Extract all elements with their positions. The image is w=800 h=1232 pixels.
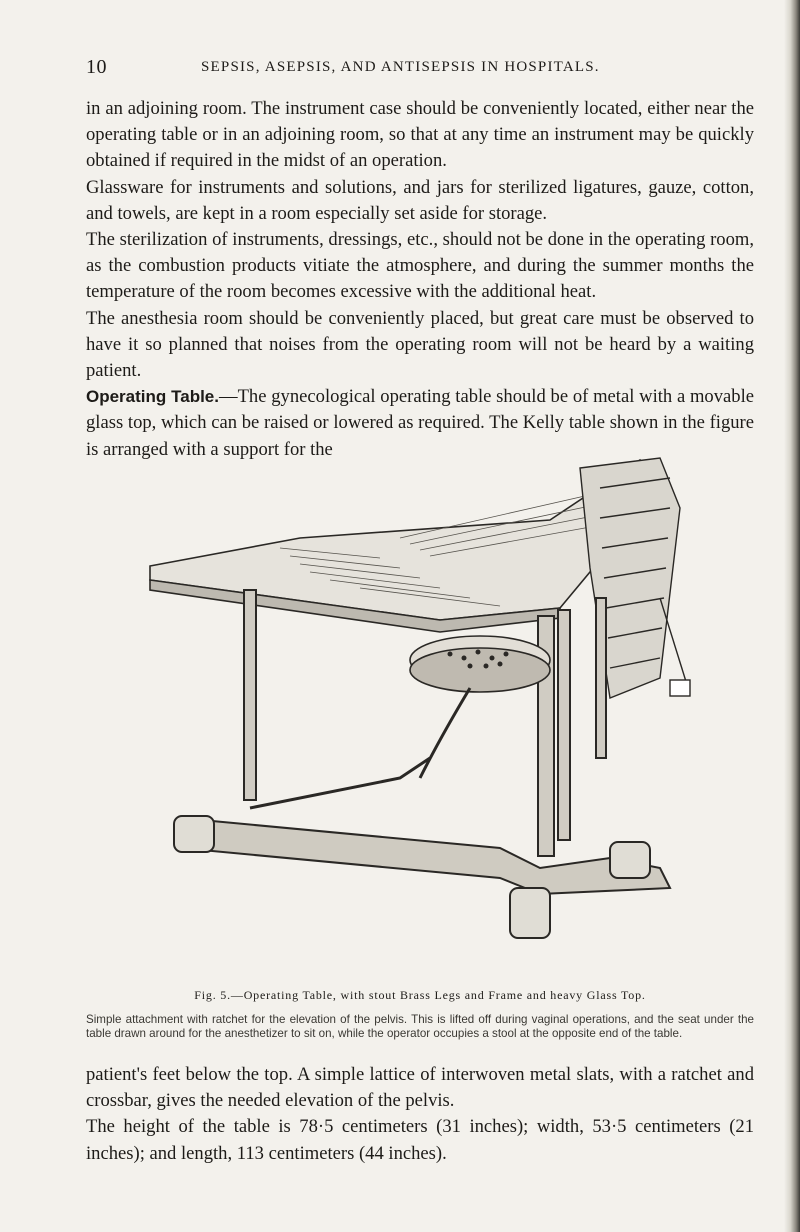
running-head: SEPSIS, ASEPSIS, AND ANTISEPSIS IN HOSPITALS. bbox=[201, 59, 600, 75]
body-text-bottom bbox=[86, 1062, 754, 1167]
paragraph-text: —The gynecological operating table should be of metal with a movable glass top, which can be raised or lowered as required. The Kelly table shown in the figure is arranged with a support for the bbox=[86, 386, 754, 460]
body-text-top bbox=[86, 96, 754, 463]
paragraph: in an adjoining room. The instrument case should be conveniently located, either near the operating table or in an adjoining room, so that at any time an instrument may be quickly obtained if required in the midst of an operation. bbox=[86, 98, 754, 172]
figure-caption bbox=[86, 988, 754, 1041]
stool bbox=[410, 636, 550, 778]
page-header bbox=[86, 56, 754, 86]
paragraph: The anesthesia room should be conveniently placed, but great care must be observed to have it so planned that noises from the operating room will not be heard by a waiting patient. bbox=[86, 307, 754, 382]
paragraph: patient's feet below the top. A simple lattice of interwoven metal slats, with a ratchet and crossbar, gives the needed elevation of the pelvis. bbox=[86, 1064, 754, 1112]
paragraph: The height of the table is 78·5 centimeters (31 inches); width, 53·5 centimeters (21 inches); and length, 113 centimeters (44 inches). bbox=[86, 1116, 754, 1164]
caption-title: Fig. 5.—Operating Table, with stout Brass Legs and Frame and heavy Glass Top. bbox=[194, 988, 646, 1002]
run-in-heading: Operating Table. bbox=[86, 387, 219, 407]
page-edge-shadow bbox=[784, 0, 800, 1232]
paragraph: Glassware for instruments and solutions, and jars for sterilized ligatures, gauze, cotton, and towels, are kept in a room especially set aside for storage. bbox=[86, 176, 754, 224]
paragraph: The sterilization of instruments, dressings, etc., should not be done in the operating room, as the combustion products vitiate the atmosphere, and during the summer months the temperature of the room becomes excessive with the additional heat. bbox=[86, 229, 754, 303]
caption-body: Simple attachment with ratchet for the elevation of the pelvis. This is lifted off during vaginal operations, and the seat under the table drawn around for the anesthetizer to sit on, while the operator occupies a stool at the opposite end of the table. bbox=[86, 1013, 754, 1040]
page-number: 10 bbox=[86, 56, 107, 78]
operating-table-illustration bbox=[140, 448, 700, 978]
